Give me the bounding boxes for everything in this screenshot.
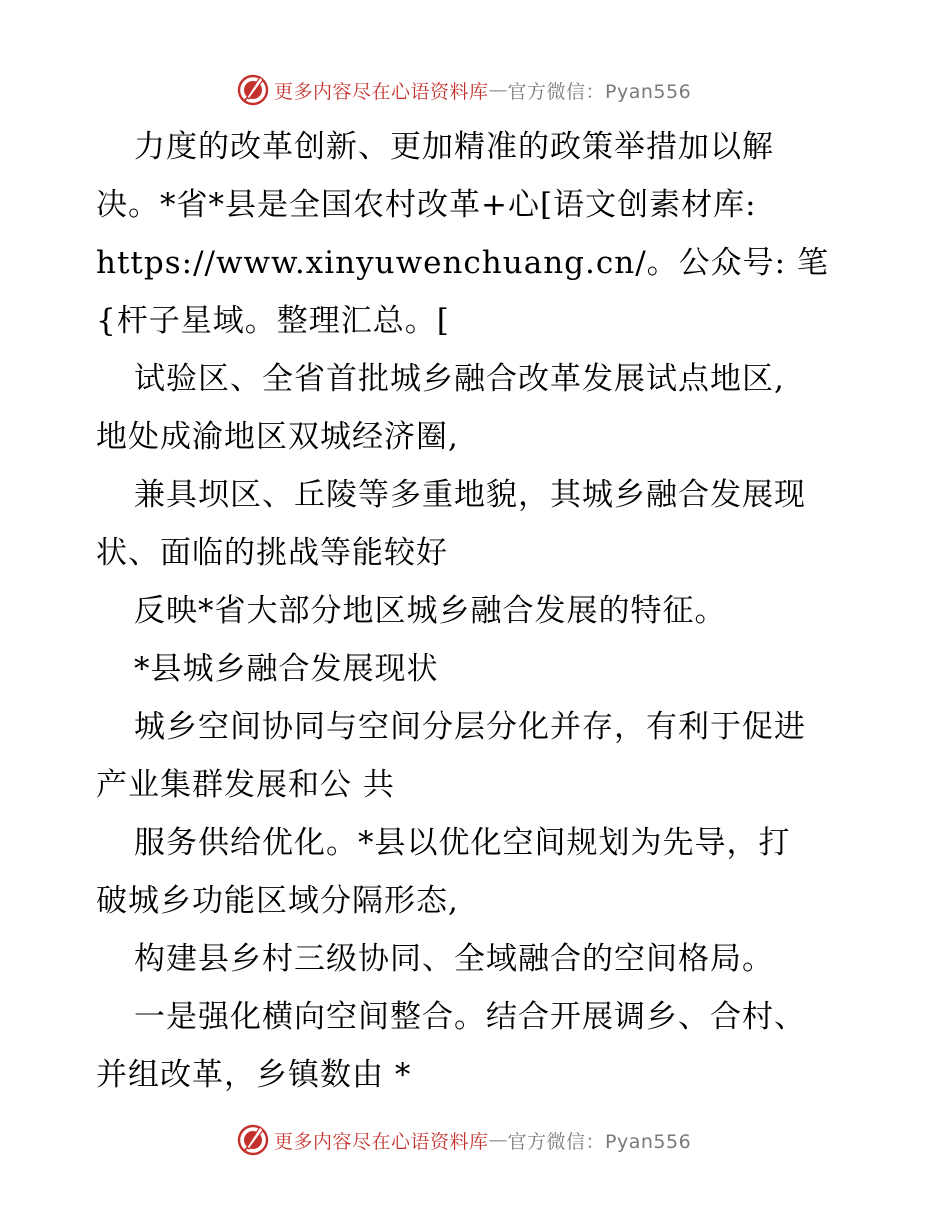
text-line: 兼具坝区、丘陵等多重地貌，其城乡融合发展现 [134,477,806,513]
watermark-text: 更多内容尽在心语资料库 [274,80,489,103]
header-watermark [236,72,691,108]
text-line: 地处成渝地区双城经济圈, [96,419,459,455]
text-line: 状、面临的挑战等能较好 [96,535,448,571]
watermark-text: 更多内容尽在心语资料库 [274,1130,489,1153]
footer-watermark [236,1122,691,1158]
watermark-suffix: 官方微信：Pyan556 [507,1130,692,1153]
text-line: 城乡空间协同与空间分层分化并存，有利于促进 [134,709,806,745]
section-heading: *县城乡融合发展现状 [134,651,439,687]
text-line: {杆子星域。整理汇总。[ [96,303,450,339]
text-line: https://www.xinyuwenchuang.cn/。公众号: 笔 [96,245,829,281]
text-line: 产业集群发展和公 共 [96,767,395,803]
text-line: 服务供给优化。*县以优化空间规划为先导，打 [134,825,791,861]
quill-seal-icon [236,1123,270,1157]
watermark-suffix: 官方微信：Pyan556 [507,80,692,103]
watermark-separator: — [488,79,508,101]
text-line: 试验区、全省首批城乡融合改革发展试点地区, [134,361,785,397]
watermark-separator: — [488,1129,508,1151]
text-line: 反映*省大部分地区城乡融合发展的特征。 [134,593,727,629]
text-line: 一是强化横向空间整合。结合开展调乡、合村、 [134,999,806,1035]
text-line: 破城乡功能区域分隔形态, [96,883,459,919]
text-line: 并组改革，乡镇数由 * [96,1057,412,1093]
text-line: 力度的改革创新、更加精准的政策举措加以解 [134,129,774,165]
text-line: 构建县乡村三级协同、全域融合的空间格局。 [134,941,774,977]
quill-seal-icon [236,73,270,107]
text-line: 决。*省*县是全国农村改革+心[语文创素材库: [96,187,757,223]
